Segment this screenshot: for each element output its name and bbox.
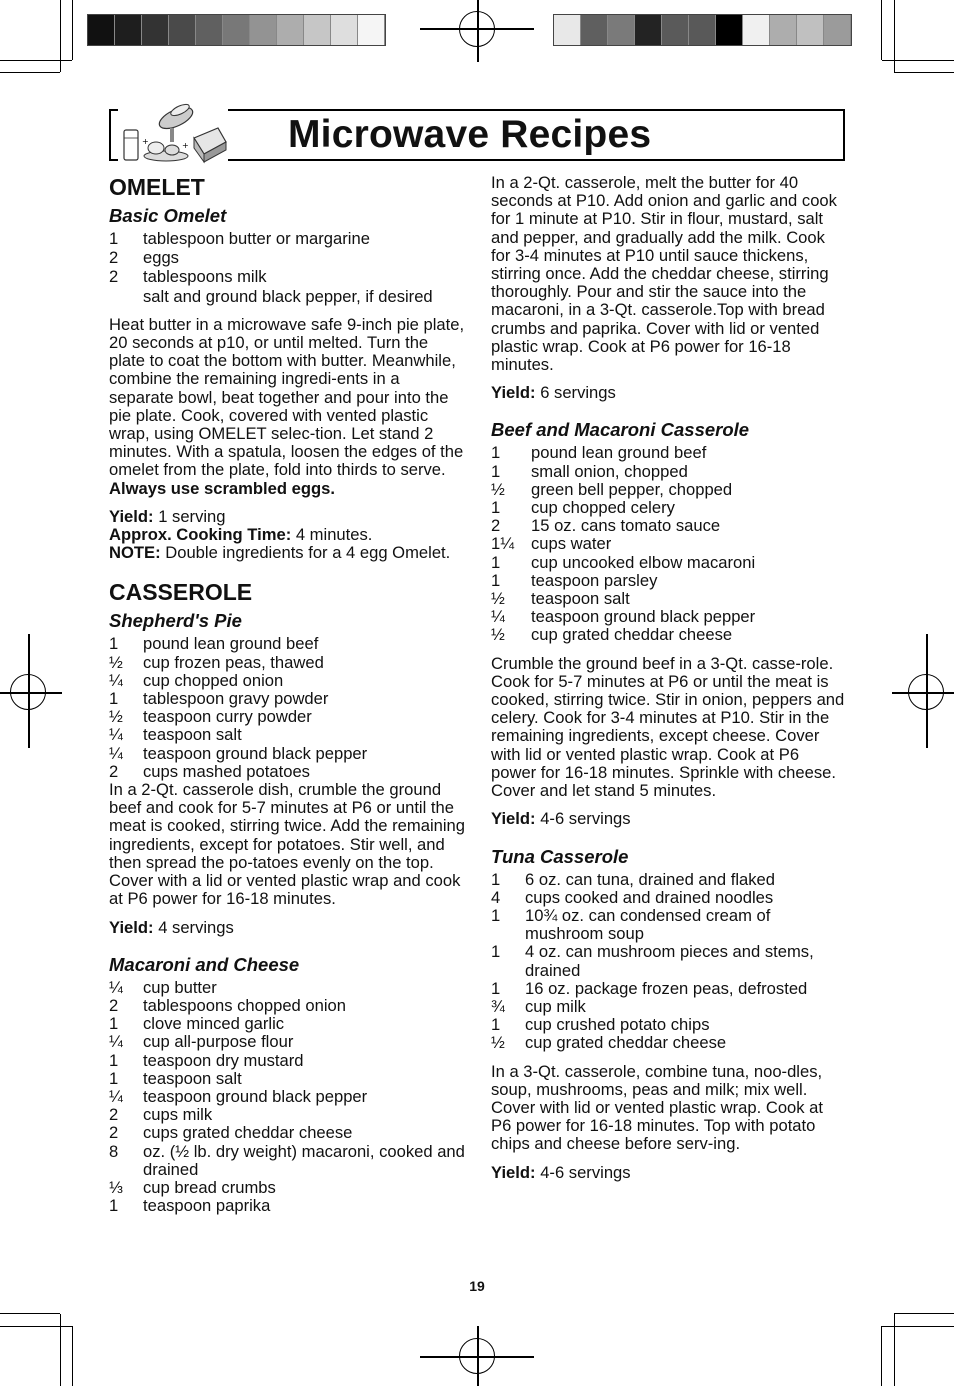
color-swatch xyxy=(331,15,358,45)
page-title: Microwave Recipes xyxy=(288,113,652,156)
list-item: ½ cup grated cheddar cheese xyxy=(491,1033,727,1053)
ingredient-list-macaroni-and-cheese xyxy=(109,979,465,1216)
note-basic-omelet: NOTE: Double ingredients for a 4 egg Omelet. xyxy=(109,543,451,563)
directions-tuna-casserole: In a 3-Qt. casserole, combine tuna, noo-dles, soup, mushrooms, peas and milk; mix well. Cover with lid or vented plastic wrap. Cook at P6 power for 16-18 minutes. Top with potato chips and cheese before serv-ing. xyxy=(491,1061,824,1154)
list-item: 1 pound lean ground beef xyxy=(109,634,319,654)
list-item: ½ cup frozen peas, thawed xyxy=(109,652,324,672)
ingredient-list-tuna-casserole xyxy=(491,871,845,1053)
directions-shepherds-pie: In a 2-Qt. casserole dish, crumble the ground beef and cook for 5-7 minutes at P6 or until the meat is cooked, stirring twice. Add the remaining ingredients, except for potatoes. Stir well, and then spread the po-tatoes evenly on the top. Cover with a lid or vented plastic wrap and cook at P6 power for 16-18 minutes. xyxy=(109,780,466,909)
color-swatch xyxy=(277,15,304,45)
recipe-title-macaroni-and-cheese: Macaroni and Cheese xyxy=(109,953,300,975)
left-column xyxy=(109,174,465,1215)
directions-macaroni-and-cheese: In a 2-Qt. casserole, melt the butter for 40 seconds at P10. Add onion and garlic and cook for 1 minute at P10. Stir in flour, mustard, salt and pepper, and gradually add the milk. Cook for 3-4 minutes at P10 until sauce thickens, stirring once. Add the cheddar cheese, stirring thoroughly. Pour and stir the sauce into the macaroni, in a 3-Qt. casserole.Top with bread crumbs and paprika. Cover with lid or vented plastic wrap. Cook at P6 power for 16-18 minutes. xyxy=(491,173,837,375)
color-bar-left xyxy=(87,14,386,46)
color-swatch xyxy=(716,15,743,45)
color-swatch xyxy=(689,15,716,45)
page-number: 19 xyxy=(469,1278,485,1294)
color-swatch xyxy=(662,15,689,45)
color-swatch xyxy=(608,15,635,45)
list-item: 1 small onion, chopped xyxy=(491,461,688,481)
ingredient-list-beef-and-macaroni xyxy=(491,444,845,644)
yield-tuna-casserole: Yield: 4-6 servings xyxy=(491,1162,631,1182)
list-item: 1 teaspoon parsley xyxy=(491,570,658,590)
list-item: salt and ground black pepper, if desired xyxy=(143,286,433,306)
list-item: 1 cup chopped celery xyxy=(491,498,675,518)
list-item: 1 clove minced garlic xyxy=(109,1014,285,1034)
list-item: ¼ cup butter xyxy=(109,977,217,997)
right-column xyxy=(491,174,845,1182)
list-item: ¼ cup chopped onion xyxy=(109,670,284,690)
color-swatch xyxy=(797,15,824,45)
directions-beef-and-macaroni: Crumble the ground beef in a 3-Qt. casse-role. Cook for 5-7 minutes at P6 or until the meat is cooked, stirring twice. Stir in onion, peppers and celery. Cook for 3-4 minutes at P10. Stir in the remaining ingredients, except cheese. Cover with lid or vented plastic wrap. Cook at P6 power for 16-18 minutes. Sprinkle with cheese. Cover and let stand 5 minutes. xyxy=(491,653,845,801)
list-item: 1 teaspoon dry mustard xyxy=(109,1050,304,1070)
section-heading-omelet: OMELET xyxy=(109,174,205,200)
color-swatch xyxy=(196,15,223,45)
list-item: 1 6 oz. can tuna, drained and flaked xyxy=(491,869,776,889)
directions-basic-omelet: Heat butter in a microwave safe 9-inch pie plate, 20 seconds at p10, or until melted. Turn the plate to coat the bottom with butter. Meanwhile, combine the remaining ingredi-ents in a separate bowl, beat together and pour into the pie plate. Cook, covered with vented plastic wrap, using OMELET selec-tion. Let stand 2 minutes. With a spatula, loosen the edges of the omelet from the plate, fold into thirds to serve. Always use scrambled eggs. xyxy=(109,314,465,498)
list-item: ⅓ cup bread crumbs xyxy=(109,1177,276,1197)
list-item: ¼ cup all-purpose flour xyxy=(109,1032,294,1052)
color-swatch xyxy=(635,15,662,45)
kitchen-illustration-icon xyxy=(118,98,228,164)
list-item: 8 oz. (½ lb. dry weight) macaroni, cooked and drained xyxy=(109,1141,465,1179)
color-swatch xyxy=(169,15,196,45)
color-swatch xyxy=(115,15,142,45)
list-item: ½ cup grated cheddar cheese xyxy=(491,625,733,645)
list-item: 2 eggs xyxy=(109,248,179,268)
color-swatch xyxy=(142,15,169,45)
list-item: 1 tablespoon gravy powder xyxy=(109,689,329,709)
recipe-title-basic-omelet: Basic Omelet xyxy=(109,205,227,226)
color-swatch xyxy=(304,15,331,45)
yield-macaroni-and-cheese: Yield: 6 servings xyxy=(491,383,616,403)
ingredient-list-shepherds-pie xyxy=(109,635,465,781)
yield-basic-omelet: Yield: 1 serving xyxy=(109,506,226,526)
list-item: 1¼ cups water xyxy=(491,534,612,554)
list-item: ¼ teaspoon ground black pepper xyxy=(491,607,756,627)
list-item: 1 cup uncooked elbow macaroni xyxy=(491,552,756,572)
color-swatch xyxy=(743,15,770,45)
color-swatch xyxy=(88,15,115,45)
list-item: ¾ cup milk xyxy=(491,996,586,1016)
svg-text:+: + xyxy=(142,137,149,146)
list-item: 2 tablespoons chopped onion xyxy=(109,995,346,1015)
list-item: 1 teaspoon salt xyxy=(109,1068,242,1088)
list-item: 1 4 oz. can mushroom pieces and stems, drained xyxy=(491,942,814,980)
list-item: ½ teaspoon salt xyxy=(491,589,630,609)
cooking-time-basic-omelet: Approx. Cooking Time: 4 minutes. xyxy=(109,525,373,545)
color-bar-right xyxy=(553,14,852,46)
list-item: 2 tablespoons milk xyxy=(109,267,267,287)
list-item: 1 tablespoon butter or margarine xyxy=(109,229,370,248)
list-item: 1 pound lean ground beef xyxy=(491,443,707,463)
recipe-title-tuna-casserole: Tuna Casserole xyxy=(491,845,629,867)
list-item: 2 15 oz. cans tomato sauce xyxy=(491,516,721,536)
list-item: 1 16 oz. package frozen peas, defrosted xyxy=(491,978,808,998)
list-item: 2 cups grated cheddar cheese xyxy=(109,1123,353,1143)
color-swatch xyxy=(770,15,797,45)
section-heading-casserole: CASSEROLE xyxy=(109,579,253,606)
list-item: 2 cups mashed potatoes xyxy=(109,761,310,781)
svg-text:+: + xyxy=(182,141,189,150)
ingredient-list-basic-omelet xyxy=(109,230,465,306)
color-swatch xyxy=(223,15,250,45)
color-swatch xyxy=(581,15,608,45)
list-item: 1 10¾ oz. can condensed cream of mushroom soup xyxy=(491,905,771,944)
yield-beef-and-macaroni: Yield: 4-6 servings xyxy=(491,809,631,829)
list-item: ½ teaspoon curry powder xyxy=(109,707,312,727)
list-item: 1 teaspoon paprika xyxy=(109,1196,271,1216)
list-item: ¼ teaspoon ground black pepper xyxy=(109,743,368,763)
color-swatch xyxy=(554,15,581,45)
list-item: 4 cups cooked and drained noodles xyxy=(491,887,774,907)
color-swatch xyxy=(358,15,385,45)
color-swatch xyxy=(250,15,277,45)
recipe-title-shepherds-pie: Shepherd's Pie xyxy=(109,610,242,632)
yield-shepherds-pie: Yield: 4 servings xyxy=(109,917,234,937)
list-item: 1 cup crushed potato chips xyxy=(491,1015,710,1035)
list-item: 2 cups milk xyxy=(109,1105,213,1125)
list-item: ¼ teaspoon ground black pepper xyxy=(109,1086,368,1106)
color-swatch xyxy=(824,15,851,45)
list-item: ¼ teaspoon salt xyxy=(109,725,242,745)
recipe-title-beef-and-macaroni-casserole: Beef and Macaroni Casserole xyxy=(491,419,750,441)
list-item: ½ green bell pepper, chopped xyxy=(491,479,733,499)
